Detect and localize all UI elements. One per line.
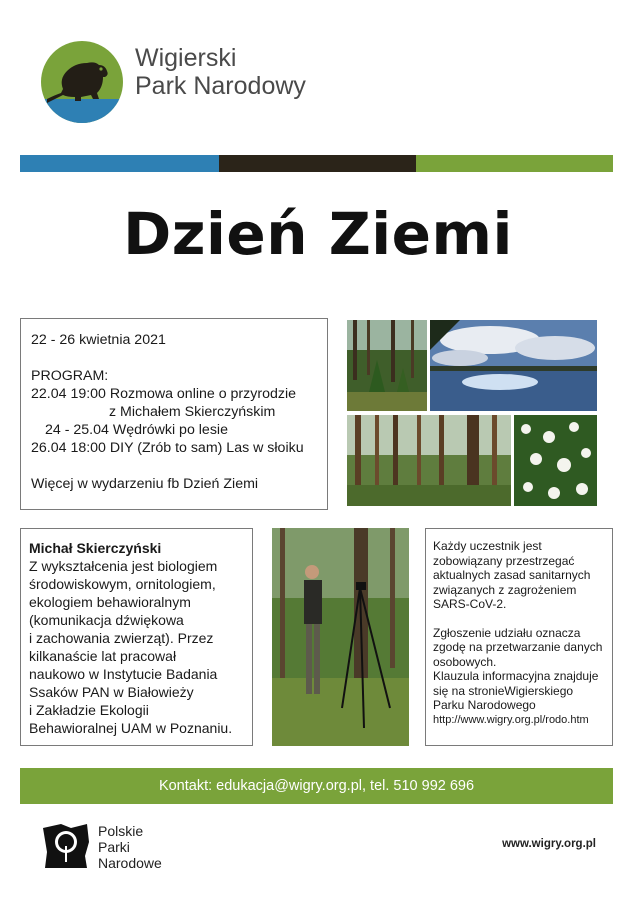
bio-line: Ssaków PAN w Białowieży bbox=[29, 684, 194, 700]
park-name bbox=[135, 44, 306, 100]
info-clause: Klauzula informacyjna znajduje się na stronieWigierskiego Parku Narodowego bbox=[433, 669, 599, 712]
ppn-line2: Parki bbox=[98, 839, 130, 855]
program-item-1: 22.04 19:00 Rozmowa online o przyrodzie bbox=[31, 386, 296, 402]
color-bar-blue bbox=[20, 155, 219, 172]
bio-line: i Zakładzie Ekologii bbox=[29, 702, 149, 718]
photo-lake bbox=[430, 320, 597, 411]
info-sanitary: Każdy uczestnik jest zobowiązany przestrzegać aktualnych zasad sanitarnych związanych z zagrożeniem SARS-CoV-2. bbox=[433, 539, 591, 611]
contact-bar: Kontakt: edukacja@wigry.org.pl, tel. 510 992 696 bbox=[20, 768, 613, 804]
park-name-line2: Park Narodowy bbox=[135, 72, 306, 100]
photo-anemones bbox=[514, 415, 597, 506]
tree-icon bbox=[41, 822, 91, 870]
bio-line: (komunikacja dźwiękowa bbox=[29, 612, 184, 628]
program-dates: 22 - 26 kwietnia 2021 bbox=[31, 332, 166, 348]
bio-line: naukowo w Instytucie Badania bbox=[29, 666, 218, 682]
info-consent: Zgłoszenie udziału oznacza zgodę na przetwarzanie danych osobowych. bbox=[433, 625, 603, 669]
bio-line: kilkanaście lat pracował bbox=[29, 648, 177, 664]
bio-line: środowiskowym, ornitologiem, bbox=[29, 576, 216, 592]
park-logo bbox=[41, 41, 123, 123]
ppn-line1: Polskie bbox=[98, 823, 144, 839]
speaker-name: Michał Skierczyński bbox=[29, 540, 162, 556]
program-box bbox=[20, 318, 328, 510]
program-heading: PROGRAM: bbox=[31, 368, 109, 384]
program-item-3: 26.04 18:00 DIY (Zrób to sam) Las w słoiku bbox=[31, 440, 304, 456]
program-item-2: 24 - 25.04 Wędrówki po lesie bbox=[45, 422, 228, 438]
bio-line: i zachowania zwierząt). Przez bbox=[29, 630, 214, 646]
program-more: Więcej w wydarzeniu fb Dzień Ziemi bbox=[31, 476, 259, 492]
program-item-1-cont: z Michałem Skierczyńskim bbox=[109, 404, 276, 420]
info-box bbox=[425, 528, 613, 746]
bio-line: Behawioralnej UAM w Poznaniu. bbox=[29, 720, 233, 736]
bio-line: Z wykształcenia jest biologiem bbox=[29, 558, 218, 574]
page-title: Dzień Ziemi bbox=[123, 200, 513, 268]
ppn-logo bbox=[41, 822, 91, 870]
color-bar-green bbox=[416, 155, 613, 172]
beaver-icon bbox=[41, 41, 123, 123]
speaker-bio bbox=[20, 528, 253, 746]
photo-forest-young-pines bbox=[347, 320, 427, 411]
photo-pine-forest bbox=[347, 415, 511, 506]
rodo-link[interactable]: http://www.wigry.org.pl/rodo.htm bbox=[433, 713, 589, 726]
photo-speaker bbox=[272, 528, 409, 746]
color-bar-dark bbox=[219, 155, 416, 172]
spacer bbox=[31, 457, 317, 475]
spacer bbox=[31, 349, 317, 367]
ppn-line3: Narodowe bbox=[98, 855, 162, 871]
bio-line: ekologiem behawioralnym bbox=[29, 594, 191, 610]
website-link[interactable]: www.wigry.org.pl bbox=[502, 838, 596, 850]
ppn-name bbox=[98, 823, 162, 871]
park-name-line1: Wigierski bbox=[135, 44, 237, 72]
